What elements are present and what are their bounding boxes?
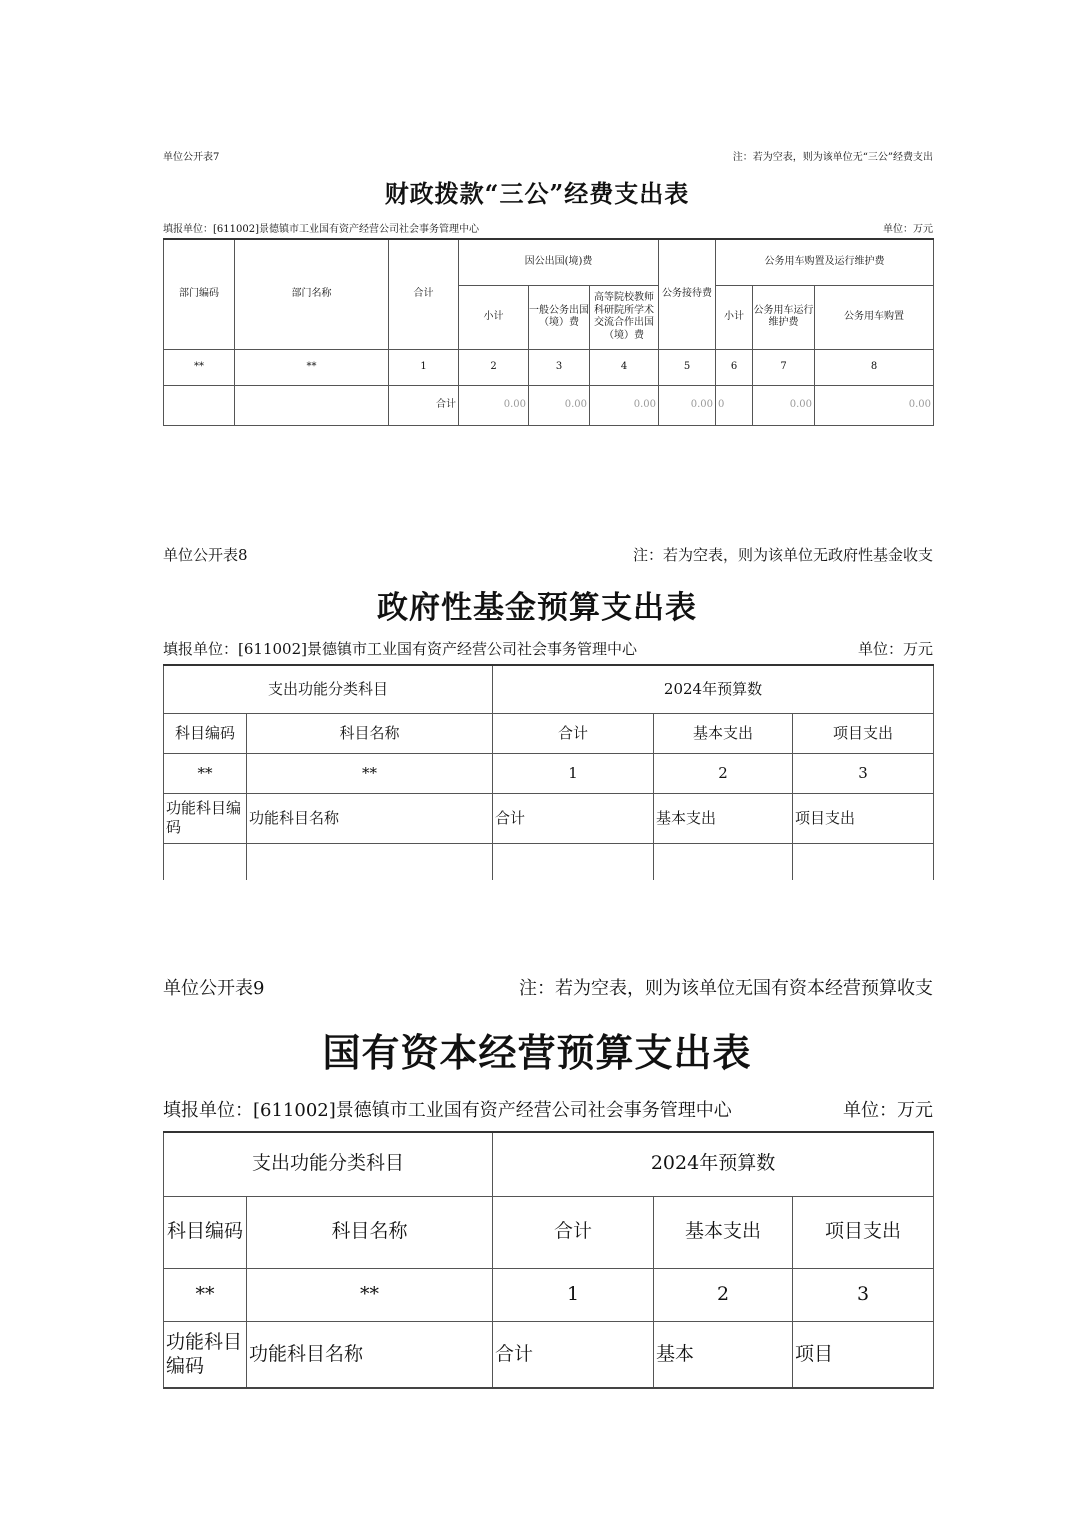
empty-note: 注：若为空表，则为该单位无“三公”经费支出: [732, 152, 933, 163]
unit-row: [163, 220, 933, 235]
header-code: 科目编码: [164, 713, 247, 753]
index-cell: 2: [459, 349, 529, 385]
header-vehicle-operation: 公务用车运行维护费: [753, 285, 815, 349]
index-cell: 2: [654, 753, 793, 793]
header-category: 支出功能分类科目: [164, 665, 493, 713]
table-title: 政府性基金预算支出表: [377, 590, 697, 626]
header-project: 项目支出: [793, 1196, 934, 1268]
table-title: 财政拨款“三公”经费支出表: [384, 179, 690, 208]
header-budget-year: 2024年预算数: [493, 665, 934, 713]
total-value: 0: [716, 385, 753, 425]
header-reception: 公务接待费: [659, 239, 716, 349]
reporting-unit: 填报单位：[611002]景德镇市工业国有资产经营公司社会事务管理中心: [163, 224, 479, 235]
header-name: 科目名称: [247, 1196, 493, 1268]
field-cell: 功能科目编码: [164, 1321, 247, 1388]
index-cell: 7: [753, 349, 815, 385]
field-cell: 功能科目编码: [164, 793, 247, 843]
form-header-row: [163, 974, 933, 1000]
state-capital-table: [163, 1131, 934, 1389]
index-cell: **: [247, 1268, 493, 1321]
field-cell: 基本: [654, 1321, 793, 1388]
empty-cell: [164, 843, 247, 880]
index-cell: 3: [529, 349, 590, 385]
empty-cell: [493, 843, 654, 880]
index-cell: **: [164, 753, 247, 793]
header-basic: 基本支出: [654, 1196, 793, 1268]
reporting-unit: 填报单位：[611002]景德镇市工业国有资产经营公司社会事务管理中心: [163, 1100, 732, 1121]
header-total: 合计: [493, 1196, 654, 1268]
reporting-unit: 填报单位：[611002]景德镇市工业国有资产经营公司社会事务管理中心: [163, 640, 637, 658]
header-code: 科目编码: [164, 1196, 247, 1268]
total-row: [164, 385, 934, 425]
empty-cell: [247, 843, 493, 880]
index-cell: 2: [654, 1268, 793, 1321]
form-id: 单位公开表7: [163, 152, 220, 163]
field-cell: 功能科目名称: [247, 793, 493, 843]
header-vehicle-group: 公务用车购置及运行维护费: [716, 239, 934, 285]
empty-cell: [654, 843, 793, 880]
index-row: [164, 1268, 934, 1321]
form-header-row: [163, 544, 933, 565]
total-value: 0.00: [753, 385, 815, 425]
header-name: 科目名称: [247, 713, 493, 753]
header-basic: 基本支出: [654, 713, 793, 753]
unit-row: [163, 1096, 933, 1122]
empty-row: [164, 843, 934, 880]
empty-cell: [164, 385, 235, 425]
header-general-abroad: 一般公务出国（境）费: [529, 285, 590, 349]
index-cell: 5: [659, 349, 716, 385]
currency-unit: 单位：万元: [883, 224, 933, 235]
header-category: 支出功能分类科目: [164, 1132, 493, 1196]
header-total: 合计: [493, 713, 654, 753]
field-row: [164, 793, 934, 843]
field-cell: 项目: [793, 1321, 934, 1388]
header-total: 合计: [389, 239, 459, 349]
index-cell: 4: [590, 349, 659, 385]
total-value: 0.00: [815, 385, 934, 425]
empty-note: 注：若为空表，则为该单位无政府性基金收支: [632, 546, 933, 564]
form-id: 单位公开表8: [163, 546, 248, 564]
table-title: 国有资本经营预算支出表: [322, 1030, 752, 1075]
total-value: 0.00: [529, 385, 590, 425]
header-vehicle-purchase: 公务用车购置: [815, 285, 934, 349]
index-cell: **: [247, 753, 493, 793]
header-project: 项目支出: [793, 713, 934, 753]
index-cell: **: [235, 349, 389, 385]
header-budget-year: 2024年预算数: [493, 1132, 934, 1196]
table-bottom-rule: [163, 1387, 933, 1389]
index-cell: 1: [493, 753, 654, 793]
field-cell: 功能科目名称: [247, 1321, 493, 1388]
empty-note: 注：若为空表，则为该单位无国有资本经营预算收支: [519, 978, 933, 999]
field-cell: 项目支出: [793, 793, 934, 843]
header-abroad-subtotal: 小计: [459, 285, 529, 349]
three-public-expenses-table: [163, 238, 934, 426]
index-cell: 1: [493, 1268, 654, 1321]
form-header-row: [163, 148, 933, 163]
header-dept-code: 部门编码: [164, 239, 235, 349]
header-abroad-group: 因公出国(境)费: [459, 239, 659, 285]
index-cell: 3: [793, 1268, 934, 1321]
index-row: [164, 753, 934, 793]
empty-cell: [793, 843, 934, 880]
total-label: 合计: [389, 385, 459, 425]
field-cell: 基本支出: [654, 793, 793, 843]
field-cell: 合计: [493, 793, 654, 843]
header-dept-name: 部门名称: [235, 239, 389, 349]
index-cell: 6: [716, 349, 753, 385]
empty-cell: [235, 385, 389, 425]
index-cell: 8: [815, 349, 934, 385]
total-value: 0.00: [459, 385, 529, 425]
total-value: 0.00: [659, 385, 716, 425]
form-id: 单位公开表9: [163, 978, 265, 999]
unit-row: [163, 638, 933, 659]
index-row: [164, 349, 934, 385]
header-academic-abroad: 高等院校教师科研院所学术交流合作出国（境）费: [590, 285, 659, 349]
government-fund-table: [163, 664, 934, 880]
index-cell: **: [164, 349, 235, 385]
index-cell: 1: [389, 349, 459, 385]
field-row: [164, 1321, 934, 1388]
header-vehicle-subtotal: 小计: [716, 285, 753, 349]
currency-unit: 单位：万元: [843, 1100, 933, 1121]
index-cell: 3: [793, 753, 934, 793]
field-cell: 合计: [493, 1321, 654, 1388]
total-value: 0.00: [590, 385, 659, 425]
currency-unit: 单位：万元: [857, 640, 933, 658]
index-cell: **: [164, 1268, 247, 1321]
